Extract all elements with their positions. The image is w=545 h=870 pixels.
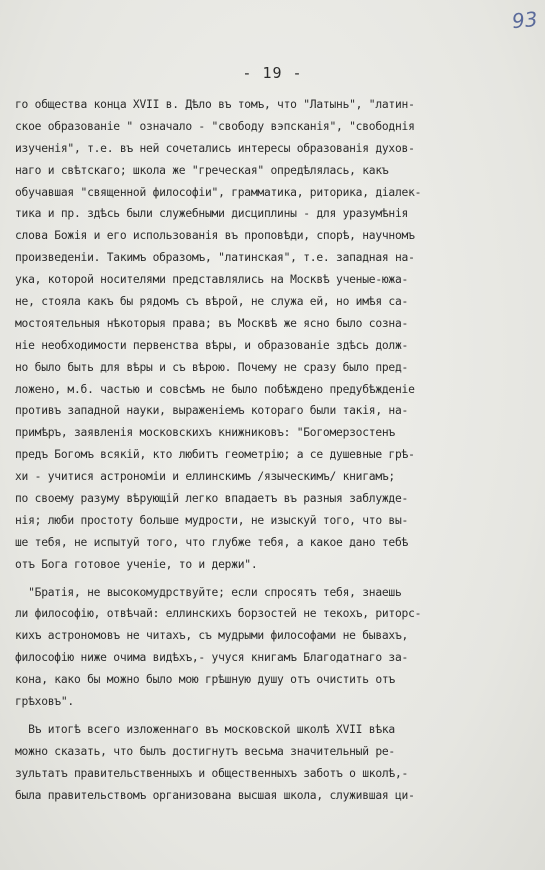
text-line: ли философію, отвѣчай: еллинскихъ борзостей не текохъ, риторс- [15, 607, 422, 621]
text-line: ука, которой носителями представлялись на Москвѣ ученые-южа- [15, 273, 409, 287]
text-line: по своему разуму вѣрующій легко впадаетъ въ разныя заблужде- [15, 492, 409, 506]
archive-page-number: 93 [510, 6, 539, 34]
text-line: можно сказать, что былъ достигнутъ весьма значительный ре- [15, 744, 395, 758]
text-line: мостоятельныя нѣкоторыя права; въ Москвѣ же ясно было созна- [15, 316, 409, 330]
page-number: - 19 - [242, 64, 303, 82]
body-text [15, 94, 535, 807]
text-line: изученія", т.е. въ ней сочетались интересы образованія духов- [15, 141, 415, 155]
text-line: ніе необходимости первенства вѣры, и образованіе здѣсь долж- [15, 338, 409, 352]
text-line: ше тебя, не испытуй того, что глубже тебя, а какое дано тебѣ [15, 535, 409, 549]
paragraph-3 [15, 719, 535, 807]
text-line: слова Божія и его использованія въ проповѣди, спорѣ, научномъ [15, 229, 415, 243]
text-line: тика и пр. здѣсь были служебными дисциплины - для уразумѣнія [15, 207, 409, 221]
text-line: отъ Бога готовое ученіе, то и держи". [15, 557, 258, 571]
text-line: не, стояла какъ бы рядомъ съ вѣрой, не служа ей, но имѣя са- [15, 295, 409, 309]
text-line: кихъ астрономовъ не читахъ, съ мудрыми философами не бывахъ, [15, 629, 409, 643]
text-line: зультатъ правительственныхъ и общественныхъ заботъ о школѣ,- [15, 766, 409, 780]
text-line: ское образованіе " означало - "свободу вэпсканія", "свободнія [15, 119, 415, 133]
text-line: противъ западной науки, выраженіемъ котораго были такія, на- [15, 404, 409, 418]
text-line: была правительствомъ организована высшая школа, служившая ци- [15, 788, 415, 802]
paragraph-1 [15, 94, 535, 576]
text-line: философію ниже очима видѣхъ,- учуся книгамъ Благодатнаго за- [15, 651, 409, 665]
paragraph-2 [15, 582, 535, 713]
text-line: "Братія, не высокомудрствуйте; если спросятъ тебя, знаешь [15, 585, 402, 599]
text-line: обучавшая "священной философіи", грамматика, риторика, діалек- [15, 185, 422, 199]
text-line: нія; люби простоту больше мудрости, не изыскуй того, что вы- [15, 513, 409, 527]
text-line: го общества конца XVII в. Дѣло въ томъ, что "Латынь", "латин- [15, 98, 415, 111]
text-line: произведеніи. Такимъ образомъ, "латинская", т.е. западная на- [15, 251, 415, 265]
text-line: предъ Богомъ всякій, кто любитъ геометрію; а се душевные грѣ- [15, 448, 415, 462]
text-line: хи - учитися астрономіи и еллинскимъ /языческимъ/ книгамъ; [15, 470, 395, 484]
text-line: ложено, м.б. частью и совсѣмъ не было побѣждено предубѣжденіе [15, 382, 415, 396]
text-line: примѣръ, заявленія московскихъ книжниковъ: "Богомерзостенъ [15, 426, 395, 440]
text-line: Въ итогѣ всего изложеннаго въ московской школѣ XVII вѣка [15, 722, 395, 736]
text-line: но было быть для вѣры и съ вѣрою. Почему не сразу было пред- [15, 360, 409, 374]
text-line: наго и свѣтскаго; школа же "греческая" опредѣлялась, какъ [15, 163, 389, 177]
text-line: грѣховъ". [15, 695, 74, 709]
text-line: кона, како бы можно было мою грѣшную душу отъ очистить отъ [15, 673, 395, 687]
